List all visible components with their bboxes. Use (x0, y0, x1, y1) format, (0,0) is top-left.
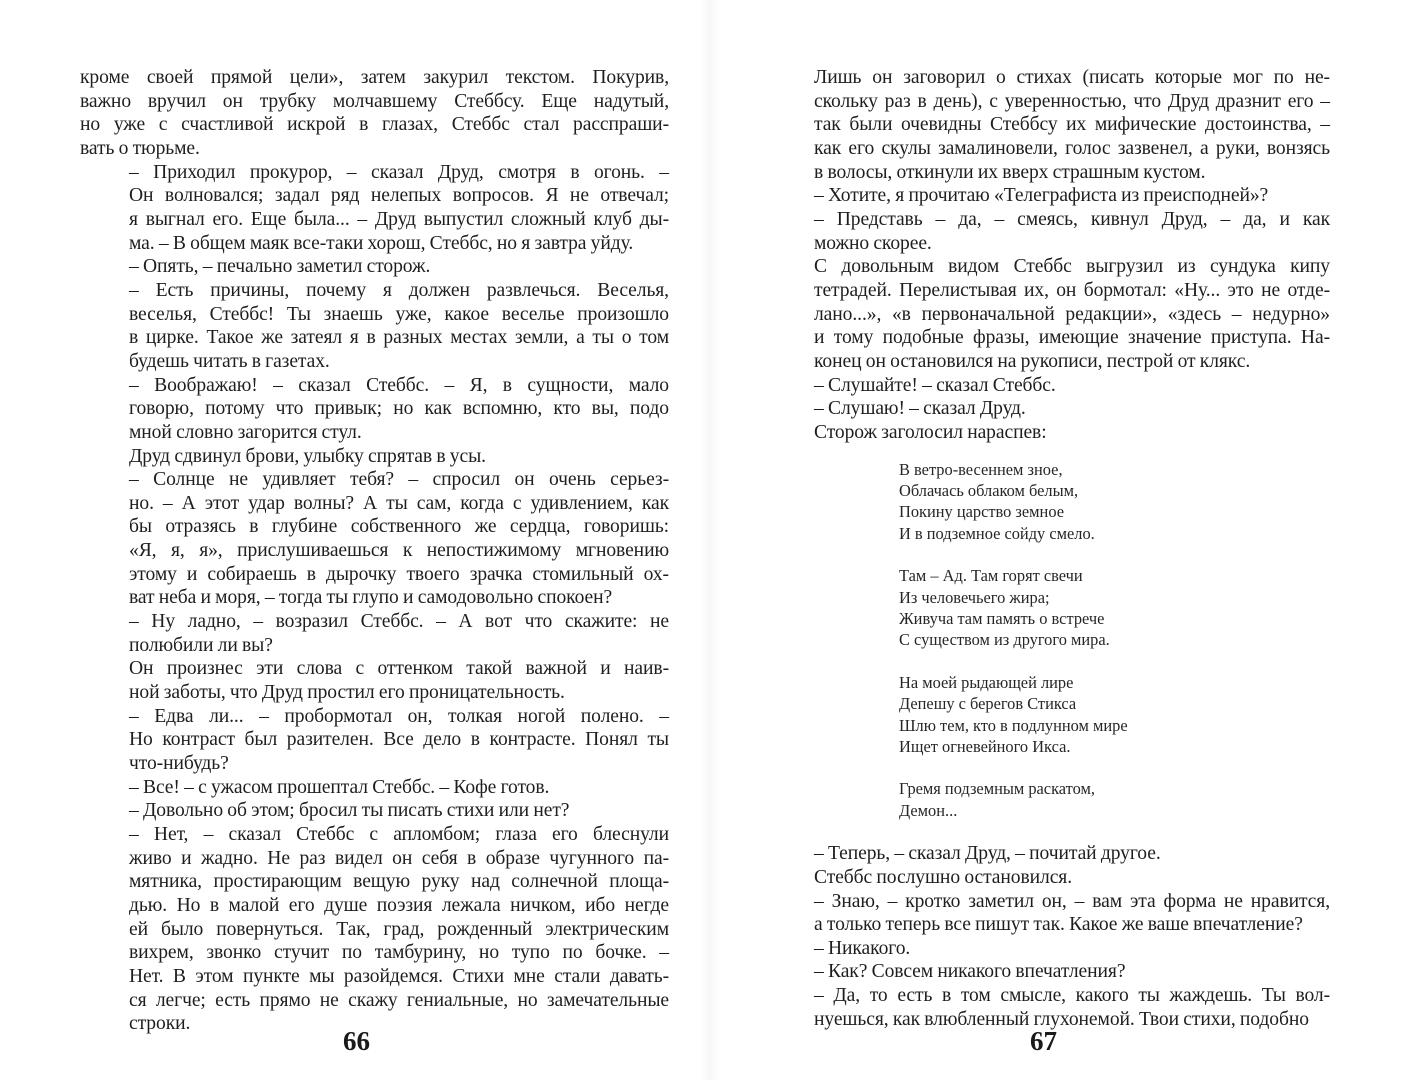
paragraph (80, 799, 669, 823)
text-line: – Есть причины, почему я должен развлечься. Веселья, (129, 279, 669, 301)
text-line: – Все! – с ужасом прошептал Стеббс. – Кофе готов. (129, 776, 550, 798)
text-line: мятника, простирающим вещую руку над солнечной площа- (129, 871, 669, 893)
text-line: ма. – В общем маяк все-таки хорош, Стеббс, но я завтра уйду. (129, 232, 634, 254)
paragraph (80, 610, 669, 657)
paragraph (80, 445, 669, 469)
poem-line: Депешу с берегов Стикса (899, 694, 1077, 714)
text-line: – Опять, – печально заметил сторож. (129, 256, 431, 278)
paragraph (80, 823, 669, 1036)
left-page (80, 66, 669, 1036)
poem-line: Облачась облаком белым, (899, 480, 1079, 500)
text-line: Друд сдвинул брови, улыбку спрятав в усы. (129, 445, 486, 467)
text-line: – Слушайте! – сказал Стеббс. (814, 374, 1056, 396)
paragraph (80, 255, 669, 279)
paragraph (765, 66, 1330, 184)
text-line: что-нибудь? (129, 753, 229, 775)
text-line: этому и собираешь в дырочку твоего зрачка стомильный ох- (129, 563, 669, 585)
text-line: но. – А этот удар волны? А ты сам, когда с удивлением, как (129, 492, 669, 514)
poem-line: И в подземное сойду смело. (899, 523, 1095, 543)
text-line: – Теперь, – сказал Друд, – почитай другое. (814, 843, 1161, 865)
paragraph (765, 960, 1330, 984)
paragraph (80, 657, 669, 704)
right-page (765, 66, 1330, 1031)
poem-line: В ветро-весеннем зное, (899, 459, 1063, 479)
text-line: вать о тюрьме. (80, 137, 200, 159)
text-line: но уже с счастливой искрой в глазах, Стеббс стал расспраши- (80, 114, 669, 136)
paragraph (765, 255, 1330, 373)
text-line: полюбили ли вы? (129, 634, 273, 656)
poem-line: На моей рыдающей лире (899, 672, 1074, 692)
poem-stanza (899, 565, 1330, 651)
text-line: – Довольно об этом; бросил ты писать стихи или нет? (129, 800, 570, 822)
text-line: и тому подобные фразы, имеющие значение приступа. На- (814, 327, 1330, 349)
paragraph (765, 866, 1330, 890)
poem-stanza (899, 459, 1330, 545)
paragraph (765, 890, 1330, 937)
text-line: ся легче; есть прямо не скажу гениальные, но замечательные (129, 989, 669, 1011)
text-line: нуешься, как влюбленный глухонемой. Твои стихи, подобно (814, 1008, 1309, 1030)
paragraph (80, 161, 669, 256)
text-line: бы отразясь в глубине собственного же сердца, говоришь: (129, 516, 669, 538)
paragraph (765, 374, 1330, 398)
text-line: Он волновался; задал ряд нелепых вопросов. Я не отвечал; (129, 185, 669, 207)
paragraph (80, 374, 669, 445)
paragraph (765, 208, 1330, 255)
text-line: а только теперь все пишут так. Какое же ваше впечатление? (814, 914, 1303, 936)
text-line: – Слушаю! – сказал Друд. (814, 398, 1026, 420)
poem-line: Из человечьего жира; (899, 587, 1050, 607)
text-line: – Едва ли... – пробормотал он, толкая ногой полено. – (129, 705, 669, 727)
text-line: – Солнце не удивляет тебя? – спросил он очень серьез- (129, 469, 669, 491)
paragraph (80, 279, 669, 374)
poem-line: Шлю тем, кто в подлунном мире (899, 715, 1128, 735)
text-line: Сторож заголосил нараспев: (814, 421, 1047, 443)
text-line: так были очевидны Стеббсу их мифические достоинства, – (814, 114, 1330, 136)
paragraph (765, 184, 1330, 208)
page-number-right: 67 (1030, 1026, 1057, 1056)
text-line: «Я, я, я», прислушиваешься к непостижимому мгновению (129, 540, 669, 562)
text-line: я выгнал его. Еще была... – Друд выпустил сложный клуб ды- (129, 208, 669, 230)
text-line: в цирке. Такое же затеял я в разных местах земли, а ты о том (129, 327, 669, 349)
text-line: Лишь он заговорил о стихах (писать которые мог по не- (814, 67, 1330, 88)
text-line: – Да, то есть в том смысле, какого ты жаждешь. Ты вол- (814, 985, 1330, 1007)
right-page-prose-before-verse (765, 66, 1330, 445)
text-line: – Ну ладно, – возразил Стеббс. – А вот что скажите: не (129, 611, 669, 633)
text-line: – Никакого. (814, 937, 911, 959)
text-line: веселья, Стеббс! Ты знаешь уже, какое веселье произошло (129, 303, 669, 325)
text-line: – Представь – да, – смеясь, кивнул Друд, – да, и как (814, 208, 1330, 230)
poem-line: Живуча там память о встрече (899, 608, 1105, 628)
paragraph (765, 937, 1330, 961)
poem-block (899, 459, 1330, 822)
text-line: в волосы, откинули их вверх страшным кустом. (814, 161, 1206, 183)
paragraph (80, 66, 669, 161)
book-gutter (700, 0, 720, 1080)
text-line: Нет. В этом пункте мы разойдемся. Стихи мне стали давать- (129, 965, 669, 987)
paragraph (765, 397, 1330, 421)
page-number-left: 66 (343, 1026, 370, 1056)
text-line: ват неба и моря, – тогда ты глупо и самодовольно спокоен? (129, 587, 613, 609)
paragraph (80, 705, 669, 776)
text-line: конец он остановился на рукописи, пестрой от клякс. (814, 350, 1251, 372)
text-line: дью. Но в малой его душе поэзия лежала ничком, ибо негде (129, 894, 669, 916)
paragraph (765, 984, 1330, 1031)
text-line: – Воображаю! – сказал Стеббс. – Я, в сущности, мало (129, 374, 669, 396)
paragraph (765, 421, 1330, 445)
text-line: Он произнес эти слова с оттенком такой важной и наив- (129, 658, 669, 680)
text-line: можно скорее. (814, 232, 932, 254)
text-line: – Хотите, я прочитаю «Телеграфиста из преисподней»? (814, 185, 1269, 207)
poem-line: С существом из другого мира. (899, 630, 1110, 650)
text-line: важно вручил он трубку молчавшему Стеббсу. Еще надутый, (80, 90, 669, 112)
right-page-prose-after-verse (765, 842, 1330, 1031)
poem-stanza (899, 672, 1330, 758)
text-line: кроме своей прямой цели», затем закурил текстом. Покурив, (80, 67, 669, 88)
text-line: – Как? Совсем никакого впечатления? (814, 961, 1126, 983)
text-line: тетрадей. Перелистывая их, он бормотал: «Ну... это не отде- (814, 279, 1330, 301)
poem-stanza (899, 778, 1330, 821)
text-line: будешь читать в газетах. (129, 350, 330, 372)
text-line: мной словно загорится стул. (129, 421, 362, 443)
paragraph (80, 468, 669, 610)
poem-line: Демон... (899, 800, 958, 820)
poem-line: Покину царство земное (899, 502, 1064, 522)
text-line: С довольным видом Стеббс выгрузил из сундука кипу (814, 256, 1330, 278)
text-line: Но контраст был разителен. Все дело в контрасте. Понял ты (129, 729, 669, 751)
text-line: говорю, потому что привык; но как вспомню, кто вы, подо (129, 398, 669, 420)
paragraph (80, 776, 669, 800)
paragraph (765, 842, 1330, 866)
text-line: скольку раз в день), с уверенностью, что Друд дразнит его – (814, 90, 1330, 112)
text-line: ей было повернуться. Так, град, рожденный электрическим (129, 918, 669, 940)
text-line: строки. (129, 1013, 191, 1035)
poem-line: Гремя подземным раскатом, (899, 779, 1095, 799)
text-line: лано...», «в первоначальной редакции», «здесь – недурно» (814, 303, 1330, 325)
poem-line: Ищет огневейного Икса. (899, 736, 1071, 756)
text-line: живо и жадно. Не раз видел он себя в образе чугунного па- (129, 847, 669, 869)
text-line: – Нет, – сказал Стеббс с апломбом; глаза его блеснули (129, 824, 669, 845)
text-line: Стеббс послушно остановился. (814, 866, 1072, 888)
text-line: – Знаю, – кротко заметил он, – вам эта форма не нравится, (814, 890, 1330, 912)
poem-line: Там – Ад. Там горят свечи (899, 566, 1083, 586)
text-line: как его скулы замалиновели, голос зазвенел, а руки, вонзясь (814, 137, 1330, 159)
text-line: вихрем, звонко стучит по тамбурину, но тупо по бочке. – (129, 942, 669, 964)
text-line: ной заботы, что Друд простил его проницательность. (129, 682, 565, 704)
text-line: – Приходил прокурор, – сказал Друд, смотря в огонь. – (129, 161, 669, 183)
